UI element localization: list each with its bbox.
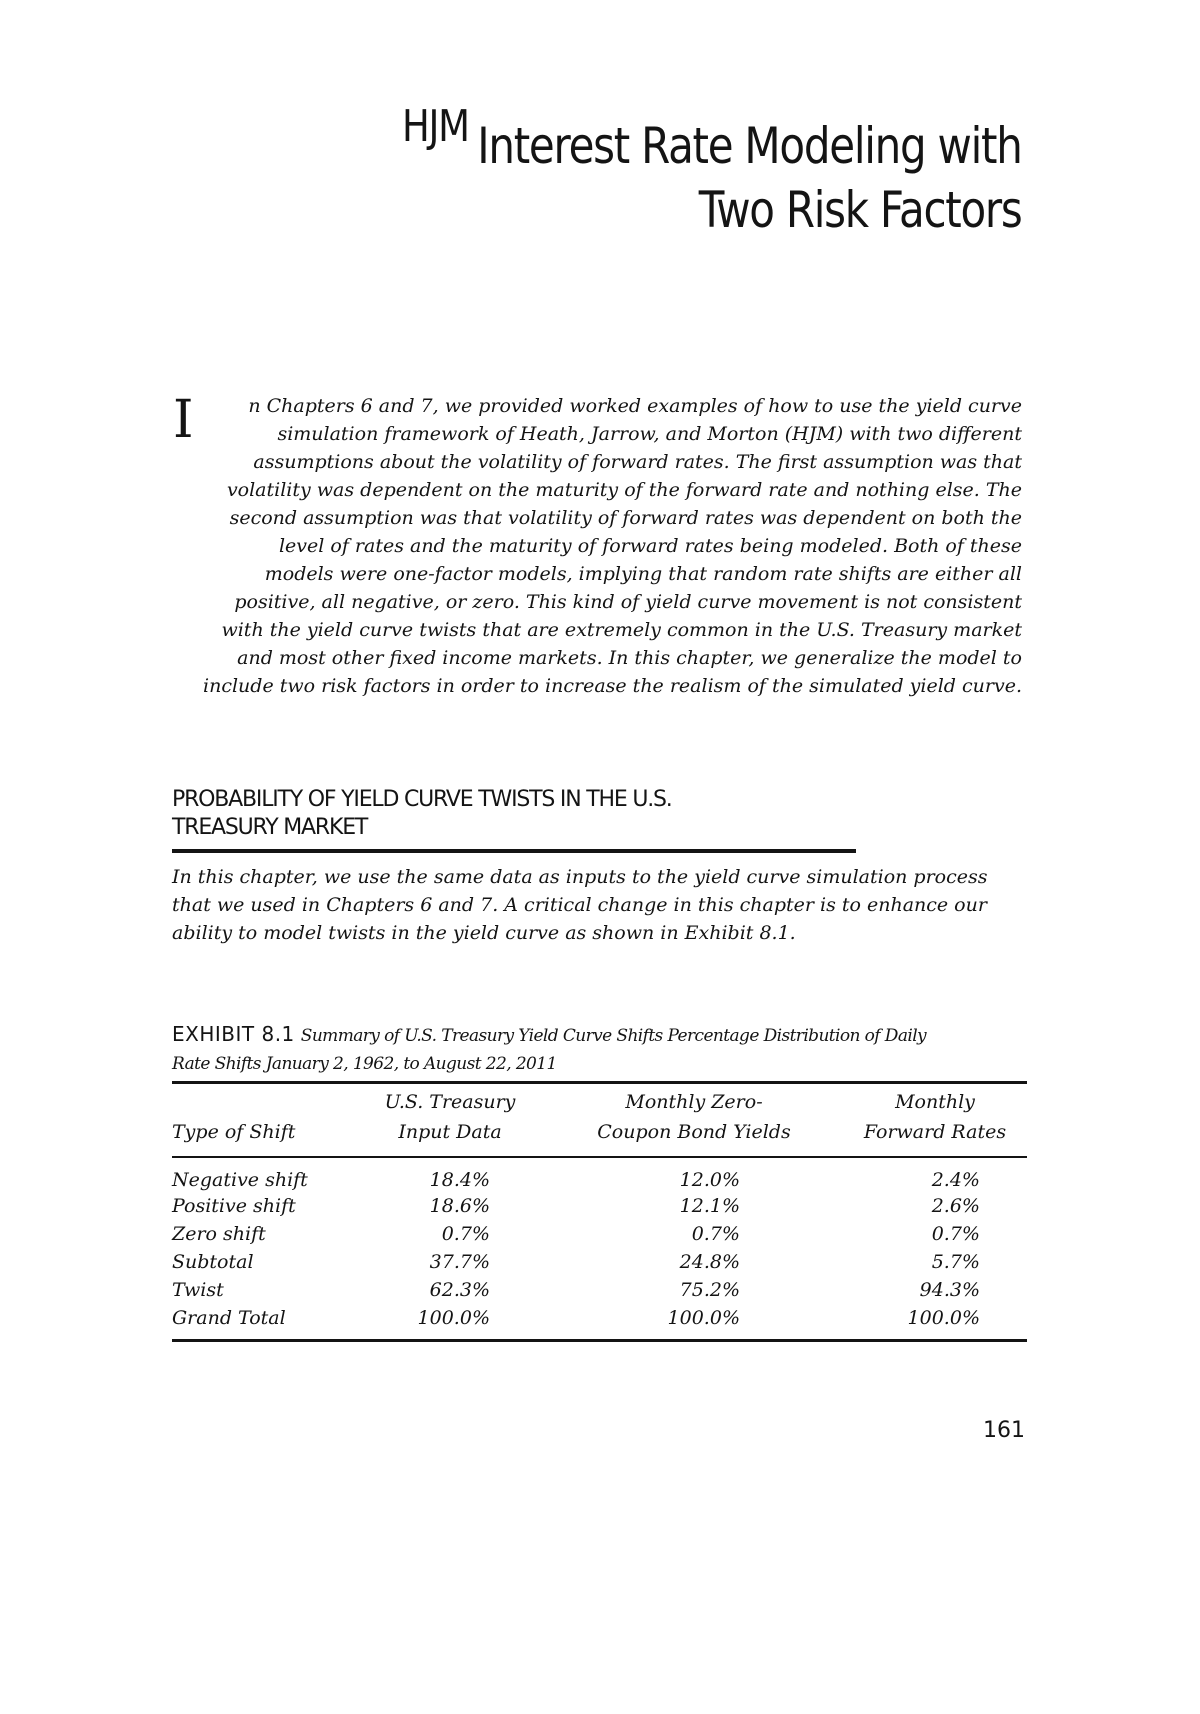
section-divider	[172, 849, 856, 853]
cell-type: Negative shift	[172, 1169, 308, 1191]
cell-forward: 2.6%	[931, 1195, 980, 1217]
intro-line: positive, all negative, or zero. This kind of yield curve movement is not consistent	[234, 591, 1022, 613]
intro-line: models were one-factor models, implying that random rate shifts are either all	[264, 563, 1022, 585]
chapter-title-line-2: Two Risk Factors	[699, 181, 1022, 239]
exhibit-caption-line-1	[172, 1020, 1032, 1050]
column-header-forward-line-2: Forward Rates	[863, 1121, 1007, 1143]
cell-zero: 100.0%	[667, 1307, 740, 1329]
intro-line: volatility was dependent on the maturity of the forward rate and nothing else. The	[226, 479, 1022, 501]
cell-forward: 2.4%	[931, 1169, 980, 1191]
cell-input: 100.0%	[417, 1307, 490, 1329]
body-paragraph	[172, 863, 1027, 947]
table-header-rule	[172, 1156, 1027, 1158]
cell-zero: 12.1%	[679, 1195, 740, 1217]
cell-forward: 94.3%	[919, 1279, 980, 1301]
page-number: 161	[983, 1418, 1025, 1443]
section-heading-line-1: PROBABILITY OF YIELD CURVE TWISTS IN THE U.S.	[172, 787, 672, 812]
exhibit-title-2: Rate Shifts January 2, 1962, to August 22, 2011	[172, 1054, 557, 1074]
column-header-zero-line-2: Coupon Bond Yields	[597, 1121, 791, 1143]
chapter-prefix: HJM	[402, 101, 470, 152]
intro-line: n Chapters 6 and 7, we provided worked examples of how to use the yield curve	[248, 395, 1022, 417]
intro-line: assumptions about the volatility of forward rates. The first assumption was that	[253, 451, 1022, 473]
column-header-input-line-1: U.S. Treasury	[384, 1091, 516, 1113]
chapter-title-line-1	[402, 95, 1022, 178]
column-header-input-line-2: Input Data	[398, 1121, 502, 1143]
exhibit-title-1: Summary of U.S. Treasury Yield Curve Shifts Percentage Distribution of Daily	[300, 1026, 927, 1046]
intro-line: and most other fixed income markets. In this chapter, we generalize the model to	[237, 647, 1022, 669]
table-bottom-rule	[172, 1339, 1027, 1342]
intro-line: second assumption was that volatility of forward rates was dependent on both the	[229, 507, 1022, 529]
drop-cap: I	[173, 390, 194, 450]
section-heading	[172, 786, 852, 842]
exhibit-caption	[172, 1020, 1032, 1078]
exhibit-label: EXHIBIT 8.1	[172, 1022, 295, 1046]
cell-type: Positive shift	[172, 1195, 296, 1217]
cell-zero: 0.7%	[691, 1223, 740, 1245]
cell-forward: 5.7%	[931, 1251, 980, 1273]
intro-line: with the yield curve twists that are extremely common in the U.S. Treasury market	[221, 619, 1022, 641]
body-line: In this chapter, we use the same data as inputs to the yield curve simulation process	[172, 866, 988, 888]
table-top-rule	[172, 1081, 1027, 1084]
body-line: ability to model twists in the yield curve as shown in Exhibit 8.1.	[172, 922, 796, 944]
cell-zero: 75.2%	[679, 1279, 740, 1301]
column-header-type: Type of Shift	[172, 1121, 296, 1143]
cell-type: Zero shift	[172, 1223, 266, 1245]
intro-line: level of rates and the maturity of forward rates being modeled. Both of these	[278, 535, 1022, 557]
intro-line: include two risk factors in order to increase the realism of the simulated yield curve.	[203, 675, 1022, 697]
cell-input: 37.7%	[429, 1251, 490, 1273]
cell-input: 62.3%	[429, 1279, 490, 1301]
intro-line: simulation framework of Heath, Jarrow, and Morton (HJM) with two different	[277, 423, 1022, 445]
body-line: that we used in Chapters 6 and 7. A critical change in this chapter is to enhance our	[172, 894, 987, 916]
cell-zero: 12.0%	[679, 1169, 740, 1191]
intro-paragraph	[173, 390, 1022, 700]
cell-type: Grand Total	[172, 1307, 286, 1329]
column-header-forward-line-1: Monthly	[895, 1091, 975, 1113]
section-heading-line-2: TREASURY MARKET	[172, 815, 368, 840]
chapter-title-text-1: Interest Rate Modeling with	[477, 117, 1022, 175]
column-header-zero-line-1: Monthly Zero-	[625, 1091, 763, 1113]
cell-input: 0.7%	[441, 1223, 490, 1245]
cell-input: 18.4%	[429, 1169, 490, 1191]
chapter-title	[402, 95, 1022, 242]
cell-forward: 100.0%	[907, 1307, 980, 1329]
cell-type: Subtotal	[172, 1251, 254, 1273]
cell-input: 18.6%	[429, 1195, 490, 1217]
cell-zero: 24.8%	[679, 1251, 740, 1273]
cell-type: Twist	[172, 1279, 224, 1301]
cell-forward: 0.7%	[931, 1223, 980, 1245]
